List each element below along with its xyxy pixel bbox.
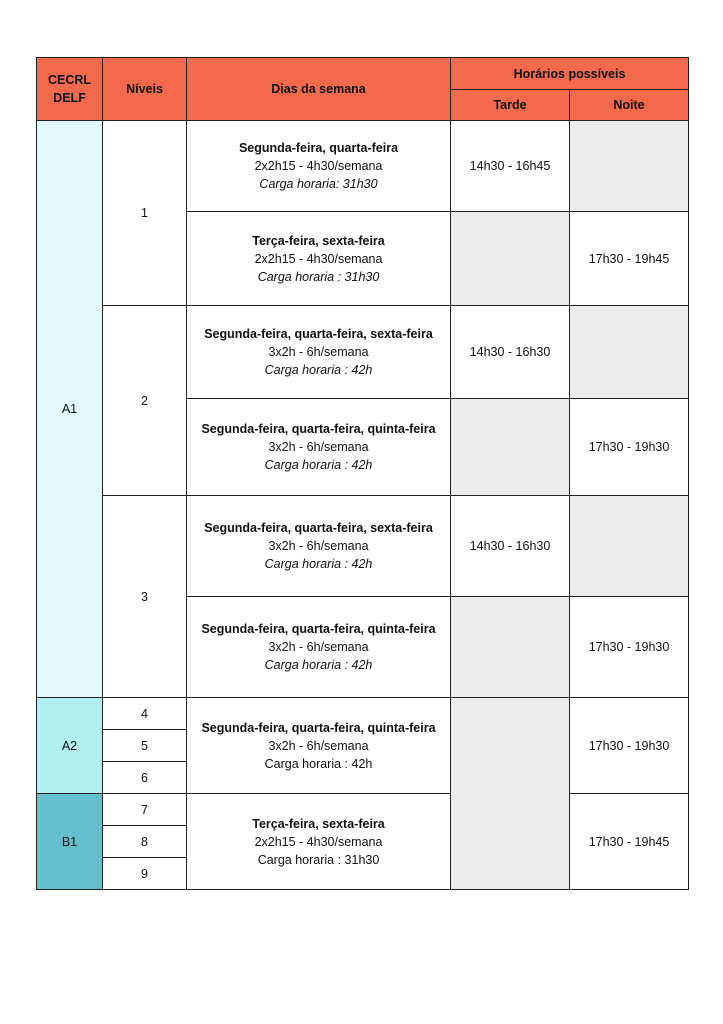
- header-dias-da-semana: Dias da semana: [187, 58, 451, 121]
- noite-cell: 17h30 - 19h30: [570, 698, 689, 794]
- tarde-cell-empty: [451, 698, 570, 890]
- level-6: 6: [103, 762, 187, 794]
- tarde-cell: 14h30 - 16h45: [451, 121, 570, 212]
- days-cell: Segunda-feira, quarta-feira, quinta-feira 3x2h - 6h/semana Carga horaria : 42h: [187, 698, 451, 794]
- noite-cell-empty: [570, 306, 689, 399]
- noite-cell: 17h30 - 19h30: [570, 597, 689, 698]
- level-9: 9: [103, 858, 187, 890]
- days-cell: Segunda-feira, quarta-feira, quinta-feira 3x2h - 6h/semana Carga horaria : 42h: [187, 597, 451, 698]
- header-horarios-possiveis: Horários possíveis: [451, 58, 689, 90]
- noite-cell-empty: [570, 496, 689, 597]
- noite-cell-empty: [570, 121, 689, 212]
- level-2: 2: [103, 306, 187, 496]
- header-tarde: Tarde: [451, 90, 570, 121]
- group-a1: A1: [37, 121, 103, 698]
- level-4: 4: [103, 698, 187, 730]
- level-1: 1: [103, 121, 187, 306]
- header-cecrl-delf: CECRL DELF: [37, 58, 103, 121]
- level-5: 5: [103, 730, 187, 762]
- level-3: 3: [103, 496, 187, 698]
- level-8: 8: [103, 826, 187, 858]
- tarde-cell-empty: [451, 597, 570, 698]
- group-b1: B1: [37, 794, 103, 890]
- schedule-table: [36, 57, 689, 890]
- days-cell: Segunda-feira, quarta-feira, sexta-feira 3x2h - 6h/semana Carga horaria : 42h: [187, 306, 451, 399]
- table-row: [37, 794, 689, 826]
- tarde-cell-empty: [451, 212, 570, 306]
- noite-cell: 17h30 - 19h45: [570, 212, 689, 306]
- table-row: [37, 496, 689, 597]
- table-row: [37, 698, 689, 730]
- days-cell: Segunda-feira, quarta-feira, sexta-feira 3x2h - 6h/semana Carga horaria : 42h: [187, 496, 451, 597]
- header-niveis: Níveis: [103, 58, 187, 121]
- table-row: [37, 306, 689, 399]
- tarde-cell: 14h30 - 16h30: [451, 306, 570, 399]
- days-cell: Terça-feira, sexta-feira 2x2h15 - 4h30/semana Carga horaria : 31h30: [187, 794, 451, 890]
- header-noite: Noite: [570, 90, 689, 121]
- group-a2: A2: [37, 698, 103, 794]
- days-cell: Segunda-feira, quarta-feira 2x2h15 - 4h30/semana Carga horaria: 31h30: [187, 121, 451, 212]
- level-7: 7: [103, 794, 187, 826]
- table-row: [37, 121, 689, 212]
- tarde-cell-empty: [451, 399, 570, 496]
- noite-cell: 17h30 - 19h30: [570, 399, 689, 496]
- noite-cell: 17h30 - 19h45: [570, 794, 689, 890]
- days-cell: Segunda-feira, quarta-feira, quinta-feira 3x2h - 6h/semana Carga horaria : 42h: [187, 399, 451, 496]
- days-cell: Terça-feira, sexta-feira 2x2h15 - 4h30/semana Carga horaria : 31h30: [187, 212, 451, 306]
- tarde-cell: 14h30 - 16h30: [451, 496, 570, 597]
